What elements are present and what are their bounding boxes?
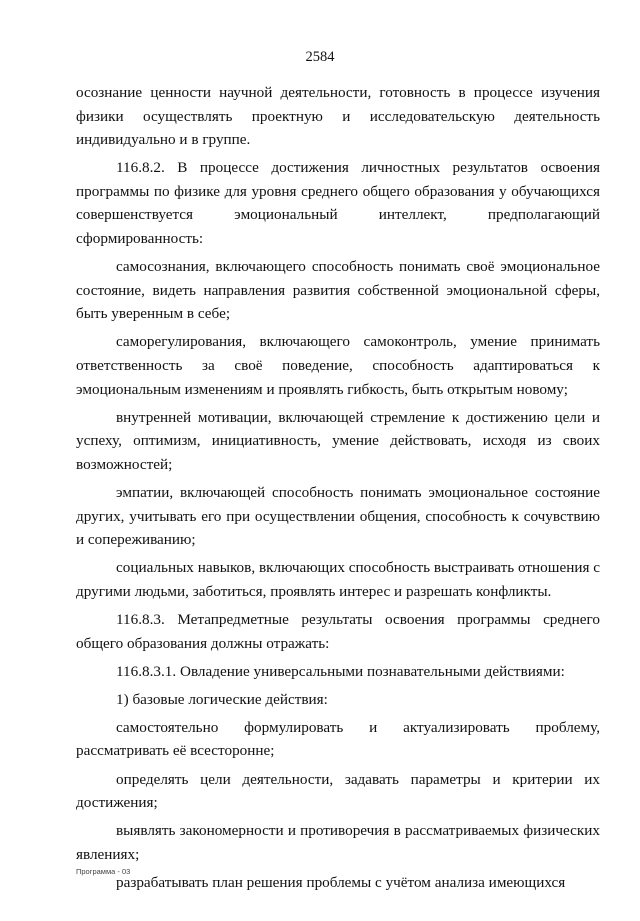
paragraph: 116.8.3.1. Овладение универсальными познавательными действиями: (116, 662, 565, 680)
footer-label: Программа - 03 (76, 867, 131, 876)
paragraph: разрабатывать план решения проблемы с учётом анализа имеющихся (116, 873, 566, 891)
page-number: 2584 (305, 49, 335, 65)
paragraph: осознание ценности научной деятельности, готовность в процессе изучения физики осуществлять проектную и исследовательскую деятельность индивидуально и в группе. (76, 84, 600, 149)
paragraph: самостоятельно формулировать и актуализировать проблему, рассматривать её всесторонне; (76, 718, 600, 760)
paragraph: 116.8.3. Метапредметные результаты освоения программы среднего общего образования должны отражать: (76, 610, 600, 652)
document-body (76, 81, 600, 895)
paragraph: саморегулирования, включающего самоконтроль, умение принимать ответственность за своё поведение, способность адаптироваться к эмоциональным изменениям и проявлять гибкость, быть открытым новому; (76, 333, 600, 398)
paragraph: определять цели деятельности, задавать параметры и критерии их достижения; (76, 770, 600, 812)
paragraph: самосознания, включающего способность понимать своё эмоциональное состояние, видеть направления развития собственной эмоциональной сферы, быть уверенным в себе; (76, 258, 600, 323)
paragraph: 116.8.2. В процессе достижения личностных результатов освоения программы по физике для уровня среднего общего образования у обучающихся совершенствуется эмоциональный интеллект, предполагающий сформированность: (76, 159, 600, 248)
paragraph: 1) базовые логические действия: (116, 690, 328, 708)
paragraph: социальных навыков, включающих способность выстраивать отношения с другими людьми, заботиться, проявлять интерес и разрешать конфликты. (76, 559, 600, 600)
paragraph: эмпатии, включающей способность понимать эмоциональное состояние других, учитывать его при осуществлении общения, способность к сочувствию и сопереживанию; (76, 484, 600, 549)
paragraph: выявлять закономерности и противоречия в рассматриваемых физических явлениях; (76, 822, 600, 863)
paragraph: внутренней мотивации, включающей стремление к достижению цели и успеху, оптимизм, инициативность, умение действовать, исходя из своих возможностей; (76, 408, 600, 473)
